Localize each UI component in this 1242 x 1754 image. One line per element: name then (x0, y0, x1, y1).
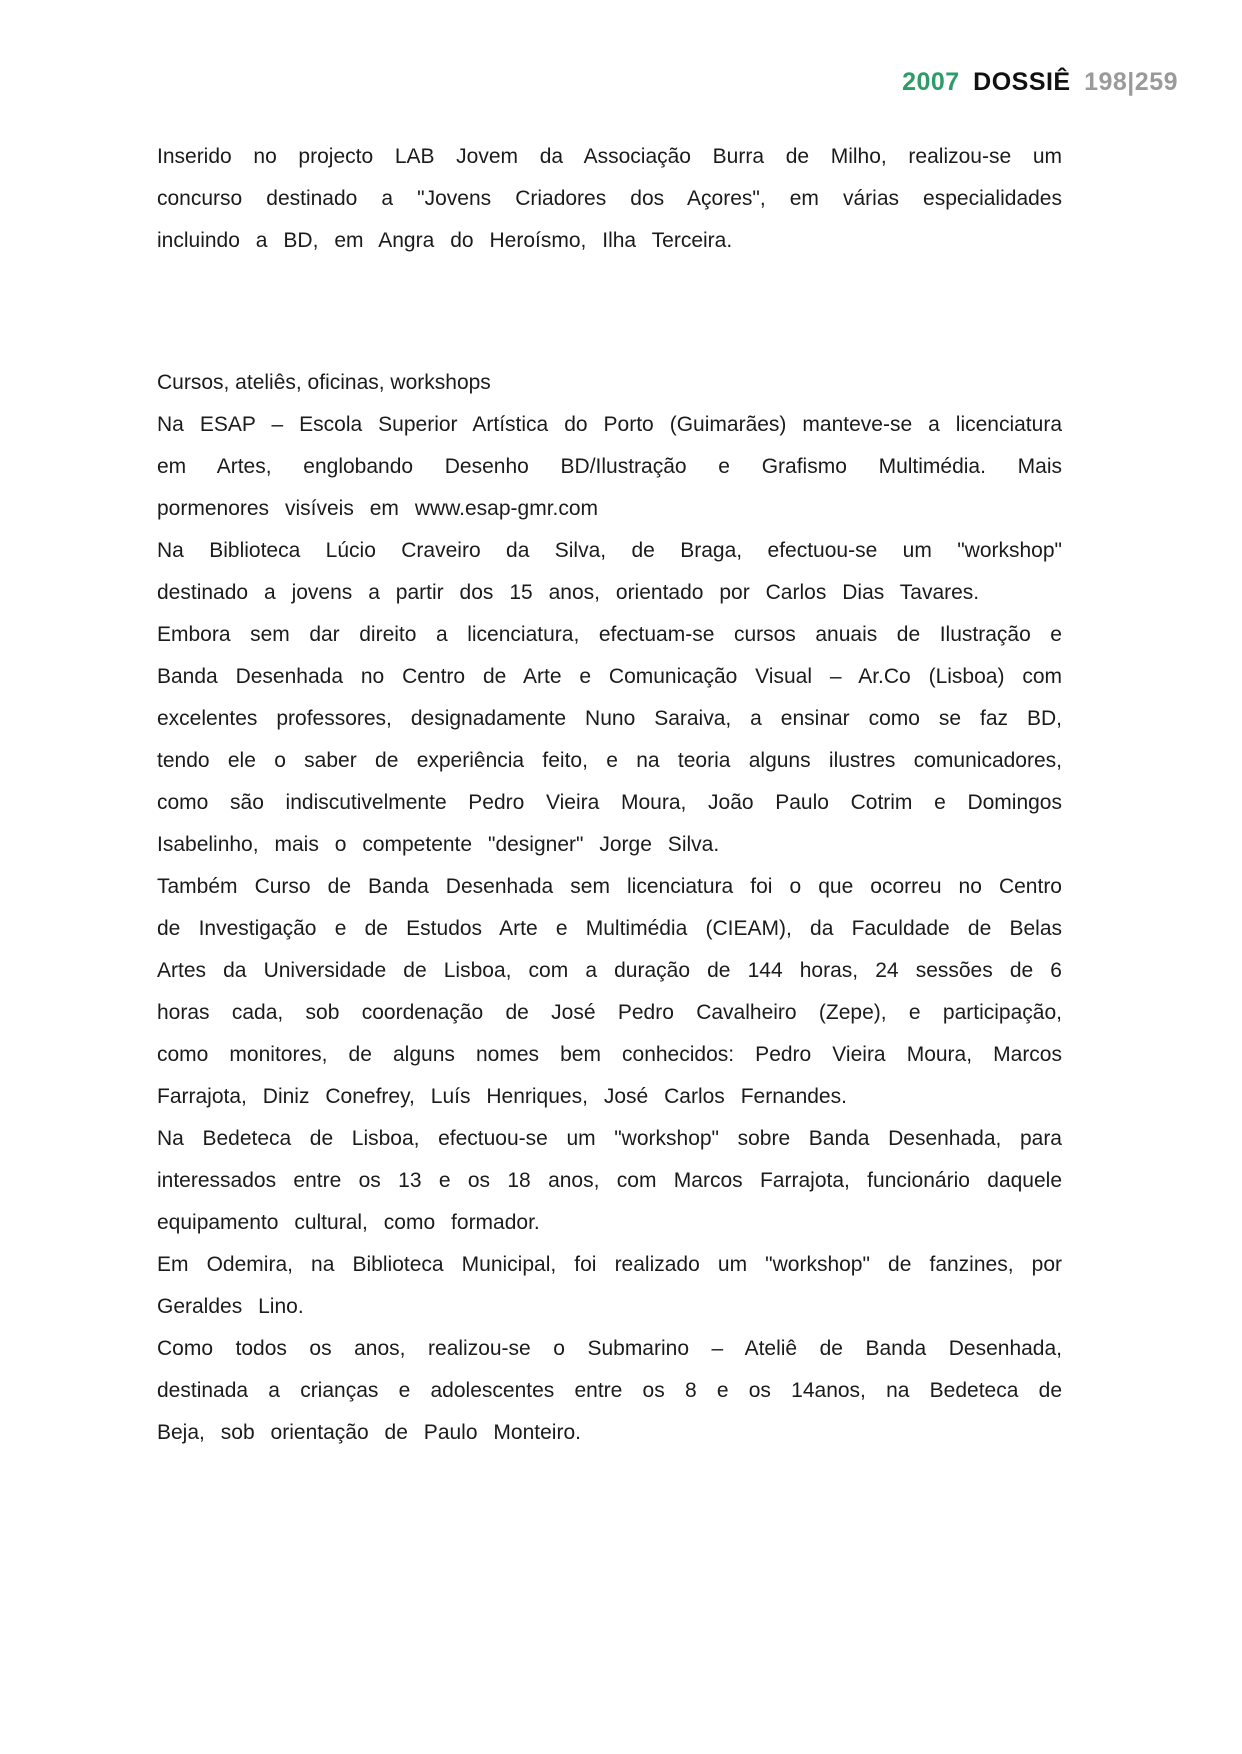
body-paragraph: Na Biblioteca Lúcio Craveiro da Silva, de Braga, efectuou-se um "workshop" destinado a jovens a partir dos 15 anos, orientado por Carlos Dias Tavares. (157, 539, 1062, 604)
section-heading: Cursos, ateliês, oficinas, workshops (157, 371, 491, 394)
body-paragraph: Na Bedeteca de Lisboa, efectuou-se um "workshop" sobre Banda Desenhada, para interessados entre os 13 e os 18 anos, com Marcos Farrajota, funcionário daquele equipamento cultural, como formador. (157, 1127, 1062, 1234)
section-paragraphs (157, 404, 1062, 1454)
header-page-numbers: 198|259 (1084, 68, 1178, 96)
body-paragraph: Na ESAP – Escola Superior Artística do Porto (Guimarães) manteve-se a licenciatura em Artes, englobando Desenho BD/Ilustração e Grafismo Multimédia. Mais pormenores visíveis em www.esap-gmr.com (157, 413, 1062, 520)
body-paragraph: Em Odemira, na Biblioteca Municipal, foi realizado um "workshop" de fanzines, por Geraldes Lino. (157, 1253, 1062, 1318)
page-header (902, 68, 1178, 97)
body-paragraph: Como todos os anos, realizou-se o Submarino – Ateliê de Banda Desenhada, destinada a crianças e adolescentes entre os 8 e os 14anos, na Bedeteca de Beja, sob orientação de Paulo Monteiro. (157, 1337, 1062, 1444)
body-paragraph: Também Curso de Banda Desenhada sem licenciatura foi o que ocorreu no Centro de Investigação e de Estudos Arte e Multimédia (CIEAM), da Faculdade de Belas Artes da Universidade de Lisboa, com a duração de 144 horas, 24 sessões de 6 horas cada, sob coordenação de José Pedro Cavalheiro (Zepe), e participação, como monitores, de alguns nomes bem conhecidos: Pedro Vieira Moura, Marcos Farrajota, Diniz Conefrey, Luís Henriques, José Carlos Fernandes. (157, 875, 1062, 1108)
header-year: 2007 (902, 68, 960, 96)
header-title: DOSSIÊ (973, 68, 1071, 96)
document-body (157, 136, 1062, 1454)
section-gap (157, 262, 1062, 362)
body-paragraph: Embora sem dar direito a licenciatura, efectuam-se cursos anuais de Ilustração e Banda Desenhada no Centro de Arte e Comunicação Visual – Ar.Co (Lisboa) com excelentes professores, designadamente Nuno Saraiva, a ensinar como se faz BD, tendo ele o saber de experiência feito, e na teoria alguns ilustres comunicadores, como são indiscutivelmente Pedro Vieira Moura, João Paulo Cotrim e Domingos Isabelinho, mais o competente "designer" Jorge Silva. (157, 623, 1062, 856)
intro-paragraph: Inserido no projecto LAB Jovem da Associação Burra de Milho, realizou-se um concurso destinado a "Jovens Criadores dos Açores", em várias especialidades incluindo a BD, em Angra do Heroísmo, Ilha Terceira. (157, 145, 1062, 252)
